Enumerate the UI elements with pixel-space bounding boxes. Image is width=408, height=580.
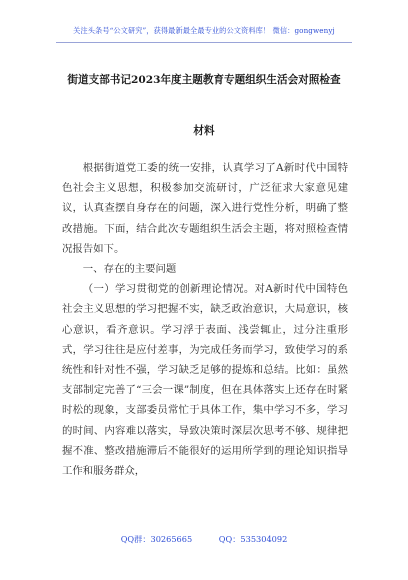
document-title: 街道支部书记2023年度主题教育专题组织生活会对照检查	[67, 74, 341, 86]
body-paragraph: （一）学习贯彻党的创新理论情况。对A新时代中国特色社会主义思想的学习把握不实，缺乏政治意识，大局意识，核心意识，看齐意识。学习浮于表面、浅尝辄止，过分注重形式，学习往往是应付差事，为完成任务而学习，致使学习的系统性和针对性不强，学习缺乏足够的提炼和总结。比如：虽然支部制定完善了“三会一课”制度，但在具体落实上还存在时紧时松的现象，支部委员常忙于具体工作，集中学习不多，学习的时间、内容难以落实，导致决策时深层次思考不够、规律把握不准、整改措施滞后不能很好的运用所学到的理论知识指导工作和服务群众，	[62, 283, 348, 478]
document-body	[62, 158, 348, 481]
qq-group-number: QQ群：30265665	[120, 534, 193, 544]
header-banner: 关注头条号“公文研究”，获得最新最全最专业的公文资料库！ 微信：gongwenyj	[73, 26, 335, 35]
header-divider	[56, 42, 352, 43]
intro-paragraph: 根据街道党工委的统一安排，认真学习了A新时代中国特色社会主义思想，积极参加交流研讨，广泛征求大家意见建议，认真查摆自身存在的问题，深入进行党性分析，明确了整改措施。下面，结合此次专题组织生活会主题，将对照检查情况报告如下。	[62, 162, 348, 255]
footer-contact	[0, 534, 408, 545]
qq-number: QQ：535304092	[218, 534, 288, 544]
document-title-continued: 材料	[193, 125, 215, 137]
section-heading: 一、存在的主要问题	[82, 263, 177, 276]
